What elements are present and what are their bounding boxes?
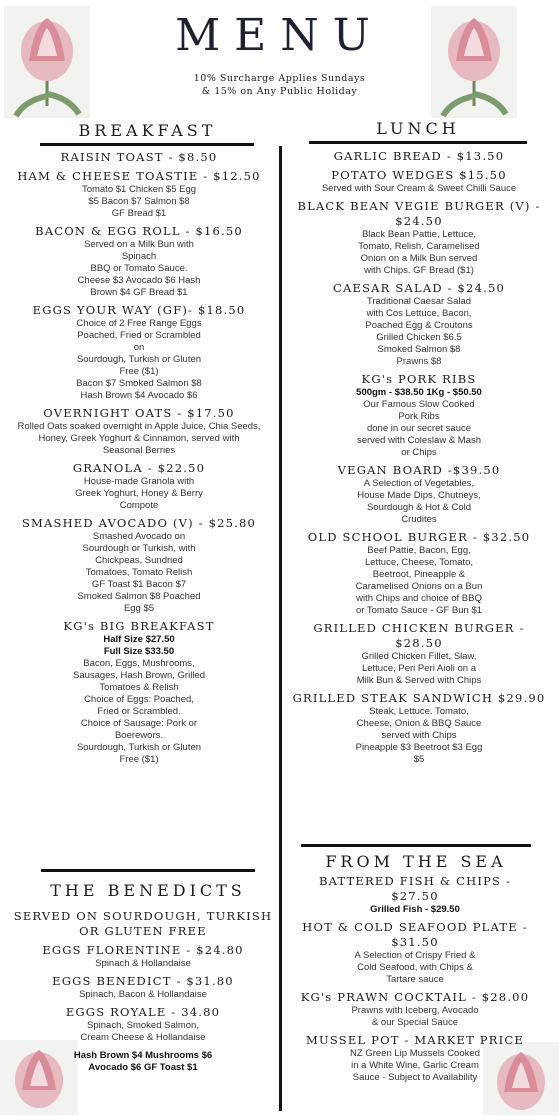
- menu-item: [0, 619, 278, 766]
- menu-item-description-line: Our Famous Slow Cooked: [363, 399, 475, 410]
- menu-item: [0, 224, 278, 299]
- menu-item-name: RAISIN TOAST - $8.50: [60, 150, 218, 164]
- column-divider: [279, 146, 282, 1111]
- menu-item: [0, 169, 278, 220]
- menu-item-description-line: Prawns with Iceberg, Avocado: [351, 1005, 479, 1016]
- menu-item-description-line: & our Special Sauce: [371, 1017, 459, 1028]
- menu-item-description-line: Served with Sour Cream & Sweet Chilli Sauce: [321, 183, 517, 194]
- menu-item-price-option: Grilled Fish - $29.50: [370, 904, 460, 915]
- menu-item-description-line: Prawns $8: [396, 356, 442, 367]
- menu-item-price-option: Full Size $33.50: [103, 646, 175, 657]
- menu-item-description-line: Sausages, Hash Brown, Grilled: [72, 670, 205, 681]
- menu-item-description-line: with Cos Lettuce, Bacon,: [366, 308, 472, 319]
- surcharge-line: & 15% on Any Public Holiday: [201, 86, 358, 97]
- menu-item: [0, 150, 278, 165]
- menu-item-name: EGGS YOUR WAY (GF)- $18.50: [32, 303, 246, 317]
- menu-item-name: OVERNIGHT OATS - $17.50: [43, 406, 235, 420]
- menu-item-description-line: Caramelised Onions on a Bun: [355, 581, 483, 592]
- menu-item-description-line: Sourdough, Turkish or Gluten: [76, 742, 202, 753]
- menu-item-name: KG's PRAWN COCKTAIL - $28.00: [300, 990, 530, 1004]
- menu-item-description-line: Spinach: [121, 251, 157, 262]
- lunch-heading: LUNCH: [376, 119, 460, 138]
- menu-item-name: HOT & COLD SEAFOOD PLATE - $31.50: [302, 920, 528, 949]
- menu-item-name: VEGAN BOARD -$39.50: [337, 463, 501, 477]
- menu-item-description-line: Egg $5: [123, 603, 155, 614]
- menu-item: [290, 530, 548, 617]
- menu-item-name: KG's BIG BREAKFAST: [63, 619, 215, 633]
- menu-item-name: EGGS FLORENTINE - $24.80: [42, 943, 244, 957]
- menu-item-description-line: Choice of Eggs: Poached,: [84, 694, 194, 705]
- menu-item-description-line: Cheese, Onion & BBQ Sauce: [356, 718, 482, 729]
- benedicts-overline: [41, 869, 255, 872]
- menu-item-description-line: Tartare sauce: [386, 974, 444, 985]
- menu-item: [300, 920, 530, 986]
- menu-item: [8, 1005, 278, 1044]
- menu-item-description-line: Free ($1): [119, 366, 159, 377]
- menu-item-name: KG's PORK RIBS: [361, 372, 477, 386]
- menu-item-description-line: Sauce - Subject to Availability: [352, 1072, 478, 1083]
- breakfast-heading: BREAKFAST: [78, 121, 217, 140]
- menu-item-description-line: Crudites: [401, 514, 437, 525]
- lunch-column: [290, 145, 548, 766]
- menu-item: [300, 990, 530, 1029]
- menu-item-description-line: or Tomato Sauce - GF Bun $1: [355, 605, 483, 616]
- menu-item-description-line: or Chips: [401, 447, 437, 458]
- menu-item-description-line: House Made Dips, Chutneys,: [357, 490, 481, 501]
- menu-item: [290, 621, 548, 687]
- menu-item-description-line: Pineapple $3 Beetroot $3 Egg: [355, 742, 483, 753]
- sea-overline: [301, 844, 531, 847]
- menu-item-description-line: Rolled Oats soaked overnight in Apple Juice, Chia Seeds,: [17, 421, 261, 432]
- menu-item: [0, 516, 278, 615]
- menu-item-name: BACON & EGG ROLL - $16.50: [35, 224, 243, 238]
- menu-item-description-line: Milk Bun & Served with Chips: [356, 675, 482, 686]
- menu-item-description-line: Lettuce, Peri Peri Aioli on a: [361, 663, 477, 674]
- menu-item-description-line: Black Bean Pattie, Lettuce,: [361, 229, 477, 240]
- menu-item-description-line: Onion on a Milk Bun served: [360, 253, 478, 264]
- menu-item-description-line: Sourdough, Turkish or Gluten: [76, 354, 202, 365]
- menu-item: [300, 874, 530, 916]
- menu-item-description-line: GF Toast $1 Bacon $7: [91, 579, 187, 590]
- menu-item-name: EGGS BENEDICT - $31.80: [52, 974, 234, 988]
- menu-item-description-line: Grilled Chicken $6.5: [376, 332, 462, 343]
- menu-item-description-line: Chickpeas, Sundried: [95, 555, 183, 566]
- menu-item-description-line: done in our secret sauce: [366, 423, 472, 434]
- menu-item-description-line: Poached, Fried or Scrambled: [77, 330, 201, 341]
- menu-item-description-line: Hash Brown $4 Avocado $6: [80, 390, 198, 401]
- menu-item-description-line: Sourdough or Turkish, with: [82, 543, 196, 554]
- menu-item-description-line: in a White Wine, Garlic Cream: [351, 1060, 479, 1071]
- menu-item-description-line: Bacon $7 Smoked Salmon $8: [76, 378, 202, 389]
- menu-item-name: SMASHED AVOCADO (V) - $25.80: [21, 516, 257, 530]
- menu-item-description-line: $5: [413, 754, 425, 765]
- surcharge-line: 10% Surcharge Applies Sundays: [193, 73, 366, 84]
- menu-item-name: GRILLED STEAK SANDWICH $29.90: [292, 691, 546, 705]
- sea-column: [300, 870, 530, 1084]
- benedicts-extra: Avocado $6 GF Toast $1: [88, 1062, 198, 1073]
- menu-item: [0, 303, 278, 402]
- menu-item-description-line: Served on a Milk Bun with: [84, 239, 194, 250]
- menu-item-name: BLACK BEAN VEGIE BURGER (V) - $24.50: [297, 199, 541, 228]
- menu-item-description-line: Compote: [119, 500, 159, 511]
- menu-item-description-line: Smoked Salmon $8 Poached: [77, 591, 201, 602]
- sea-heading: FROM THE SEA: [325, 852, 507, 871]
- menu-item-description-line: with Chips. GF Bread ($1): [364, 265, 474, 276]
- menu-item: [0, 406, 278, 457]
- menu-item-name: GRILLED CHICKEN BURGER - $28.50: [313, 621, 525, 650]
- menu-item-description-line: A Selection of Crispy Fried &: [354, 950, 476, 961]
- menu-title: MENU: [175, 10, 384, 61]
- menu-item: [300, 1033, 530, 1084]
- lunch-underline: [309, 141, 527, 144]
- menu-item-price-option: 500gm - $38.50 1Kg - $50.50: [356, 387, 482, 398]
- menu-item-description-line: Greek Yoghurt, Honey & Berry: [75, 488, 203, 499]
- menu-item-description-line: Tomatoes & Relish: [99, 682, 179, 693]
- menu-item-description-line: House-made Granola with: [83, 476, 195, 487]
- menu-item-description-line: served with Coleslaw & Mash: [356, 435, 482, 446]
- menu-item-description-line: Spinach, Bacon & Hollandaise: [79, 989, 207, 1000]
- menu-item-description-line: Choice of 2 Free Range Eggs: [76, 318, 202, 329]
- menu-item-name: HAM & CHEESE TOASTIE - $12.50: [17, 169, 261, 183]
- menu-item-name: MUSSEL POT - MARKET PRICE: [306, 1033, 524, 1047]
- benedicts-subheading: SERVED ON SOURDOUGH, TURKISH OR GLUTEN FREE: [13, 909, 273, 938]
- menu-item-name: GARLIC BREAD - $13.50: [333, 149, 505, 163]
- menu-item-description-line: served with Chips: [381, 730, 457, 741]
- menu-item-description-line: Spinach & Hollandaise: [95, 958, 191, 969]
- menu-item-name: BATTERED FISH & CHIPS - $27.50: [318, 874, 512, 903]
- benedicts-extra: Hash Brown $4 Mushrooms $6: [73, 1050, 213, 1061]
- menu-item-description-line: Cream Cheese & Hollandaise: [80, 1032, 206, 1043]
- menu-item-description-line: Boerewors.: [114, 730, 164, 741]
- menu-item-description-line: Smoked Salmon $8: [377, 344, 461, 355]
- menu-item-description-line: Beef Pattie, Bacon, Egg,: [367, 545, 471, 556]
- menu-item-description-line: Lettuce, Cheese, Tomato,: [364, 557, 474, 568]
- menu-item-description-line: Tomato $1 Chicken $5 Egg: [81, 184, 197, 195]
- menu-item-description-line: Cold Seafood, with Chips &: [357, 962, 473, 973]
- benedicts-column: [8, 906, 278, 1074]
- menu-item-name: GRANOLA - $22.50: [72, 461, 206, 475]
- menu-item-description-line: Bacon, Eggs, Mushrooms,: [83, 658, 195, 669]
- surcharge-note: [0, 72, 559, 98]
- menu-item-price-option: Half Size $27.50: [103, 634, 175, 645]
- menu-item-description-line: GF Bread $1: [111, 208, 167, 219]
- menu-item-description-line: A Selection of Vegetables,: [363, 478, 475, 489]
- breakfast-column: [0, 146, 278, 766]
- menu-item-description-line: Beetroot, Pineapple &: [372, 569, 466, 580]
- menu-item-description-line: $5 Bacon $7 Salmon $8: [88, 196, 190, 207]
- menu-item-description-line: BBQ or Tomato Sauce.: [90, 263, 188, 274]
- menu-item-description-line: Choice of Sausage: Pork or: [80, 718, 198, 729]
- menu-item-description-line: Tomato, Relish, Caramelised: [358, 241, 480, 252]
- menu-item: [290, 168, 548, 195]
- menu-item-description-line: Honey, Greek Yoghurt & Cinnamon, served with: [38, 433, 240, 444]
- menu-item-description-line: Spinach, Smoked Salmon,: [87, 1020, 199, 1031]
- menu-item-description-line: on: [133, 342, 145, 353]
- menu-item-description-line: Brown $4 GF Bread $1: [90, 287, 188, 298]
- menu-item-name: POTATO WEDGES $15.50: [331, 168, 507, 182]
- benedicts-heading: THE BENEDICTS: [50, 881, 246, 900]
- menu-item-description-line: Traditional Caesar Salad: [366, 296, 472, 307]
- menu-item-description-line: with Chips and choice of BBQ: [356, 593, 482, 604]
- menu-item-description-line: NZ Green Lip Mussels Cooked: [350, 1048, 480, 1059]
- menu-item-description-line: Fried or Scrambled.: [97, 706, 181, 717]
- menu-item: [290, 149, 548, 164]
- menu-item-description-line: Free ($1): [119, 754, 159, 765]
- menu-item-description-line: Cheese $3 Avocado $6 Hash: [77, 275, 201, 286]
- menu-item: [290, 463, 548, 526]
- benedicts-items: [8, 943, 278, 1044]
- menu-item-description-line: Poached Egg & Croutons: [365, 320, 473, 331]
- menu-item: [290, 281, 548, 368]
- menu-item-description-line: Steak, Lettuce. Tomato,: [369, 706, 469, 717]
- menu-item-name: EGGS ROYALE - 34.80: [65, 1005, 221, 1019]
- menu-item-name: OLD SCHOOL BURGER - $32.50: [307, 530, 531, 544]
- menu-item: [8, 974, 278, 1001]
- menu-item: [290, 199, 548, 277]
- menu-item-name: CAESAR SALAD - $24.50: [333, 281, 505, 295]
- menu-item: [290, 691, 548, 766]
- menu-item-description-line: Smashed Avocado on: [92, 531, 186, 542]
- menu-item-description-line: Sourdough & Hot & Cold: [366, 502, 472, 513]
- menu-item: [8, 943, 278, 970]
- menu-item: [290, 372, 548, 459]
- menu-item-description-line: Seasonal Berries: [102, 445, 176, 456]
- menu-item-description-line: Grilled Chicken Fillet, Slaw,: [361, 651, 477, 662]
- menu-item-description-line: Pork Ribs: [398, 411, 440, 422]
- menu-item: [0, 461, 278, 512]
- menu-item-description-line: Tomatoes, Tomato Relish: [85, 567, 193, 578]
